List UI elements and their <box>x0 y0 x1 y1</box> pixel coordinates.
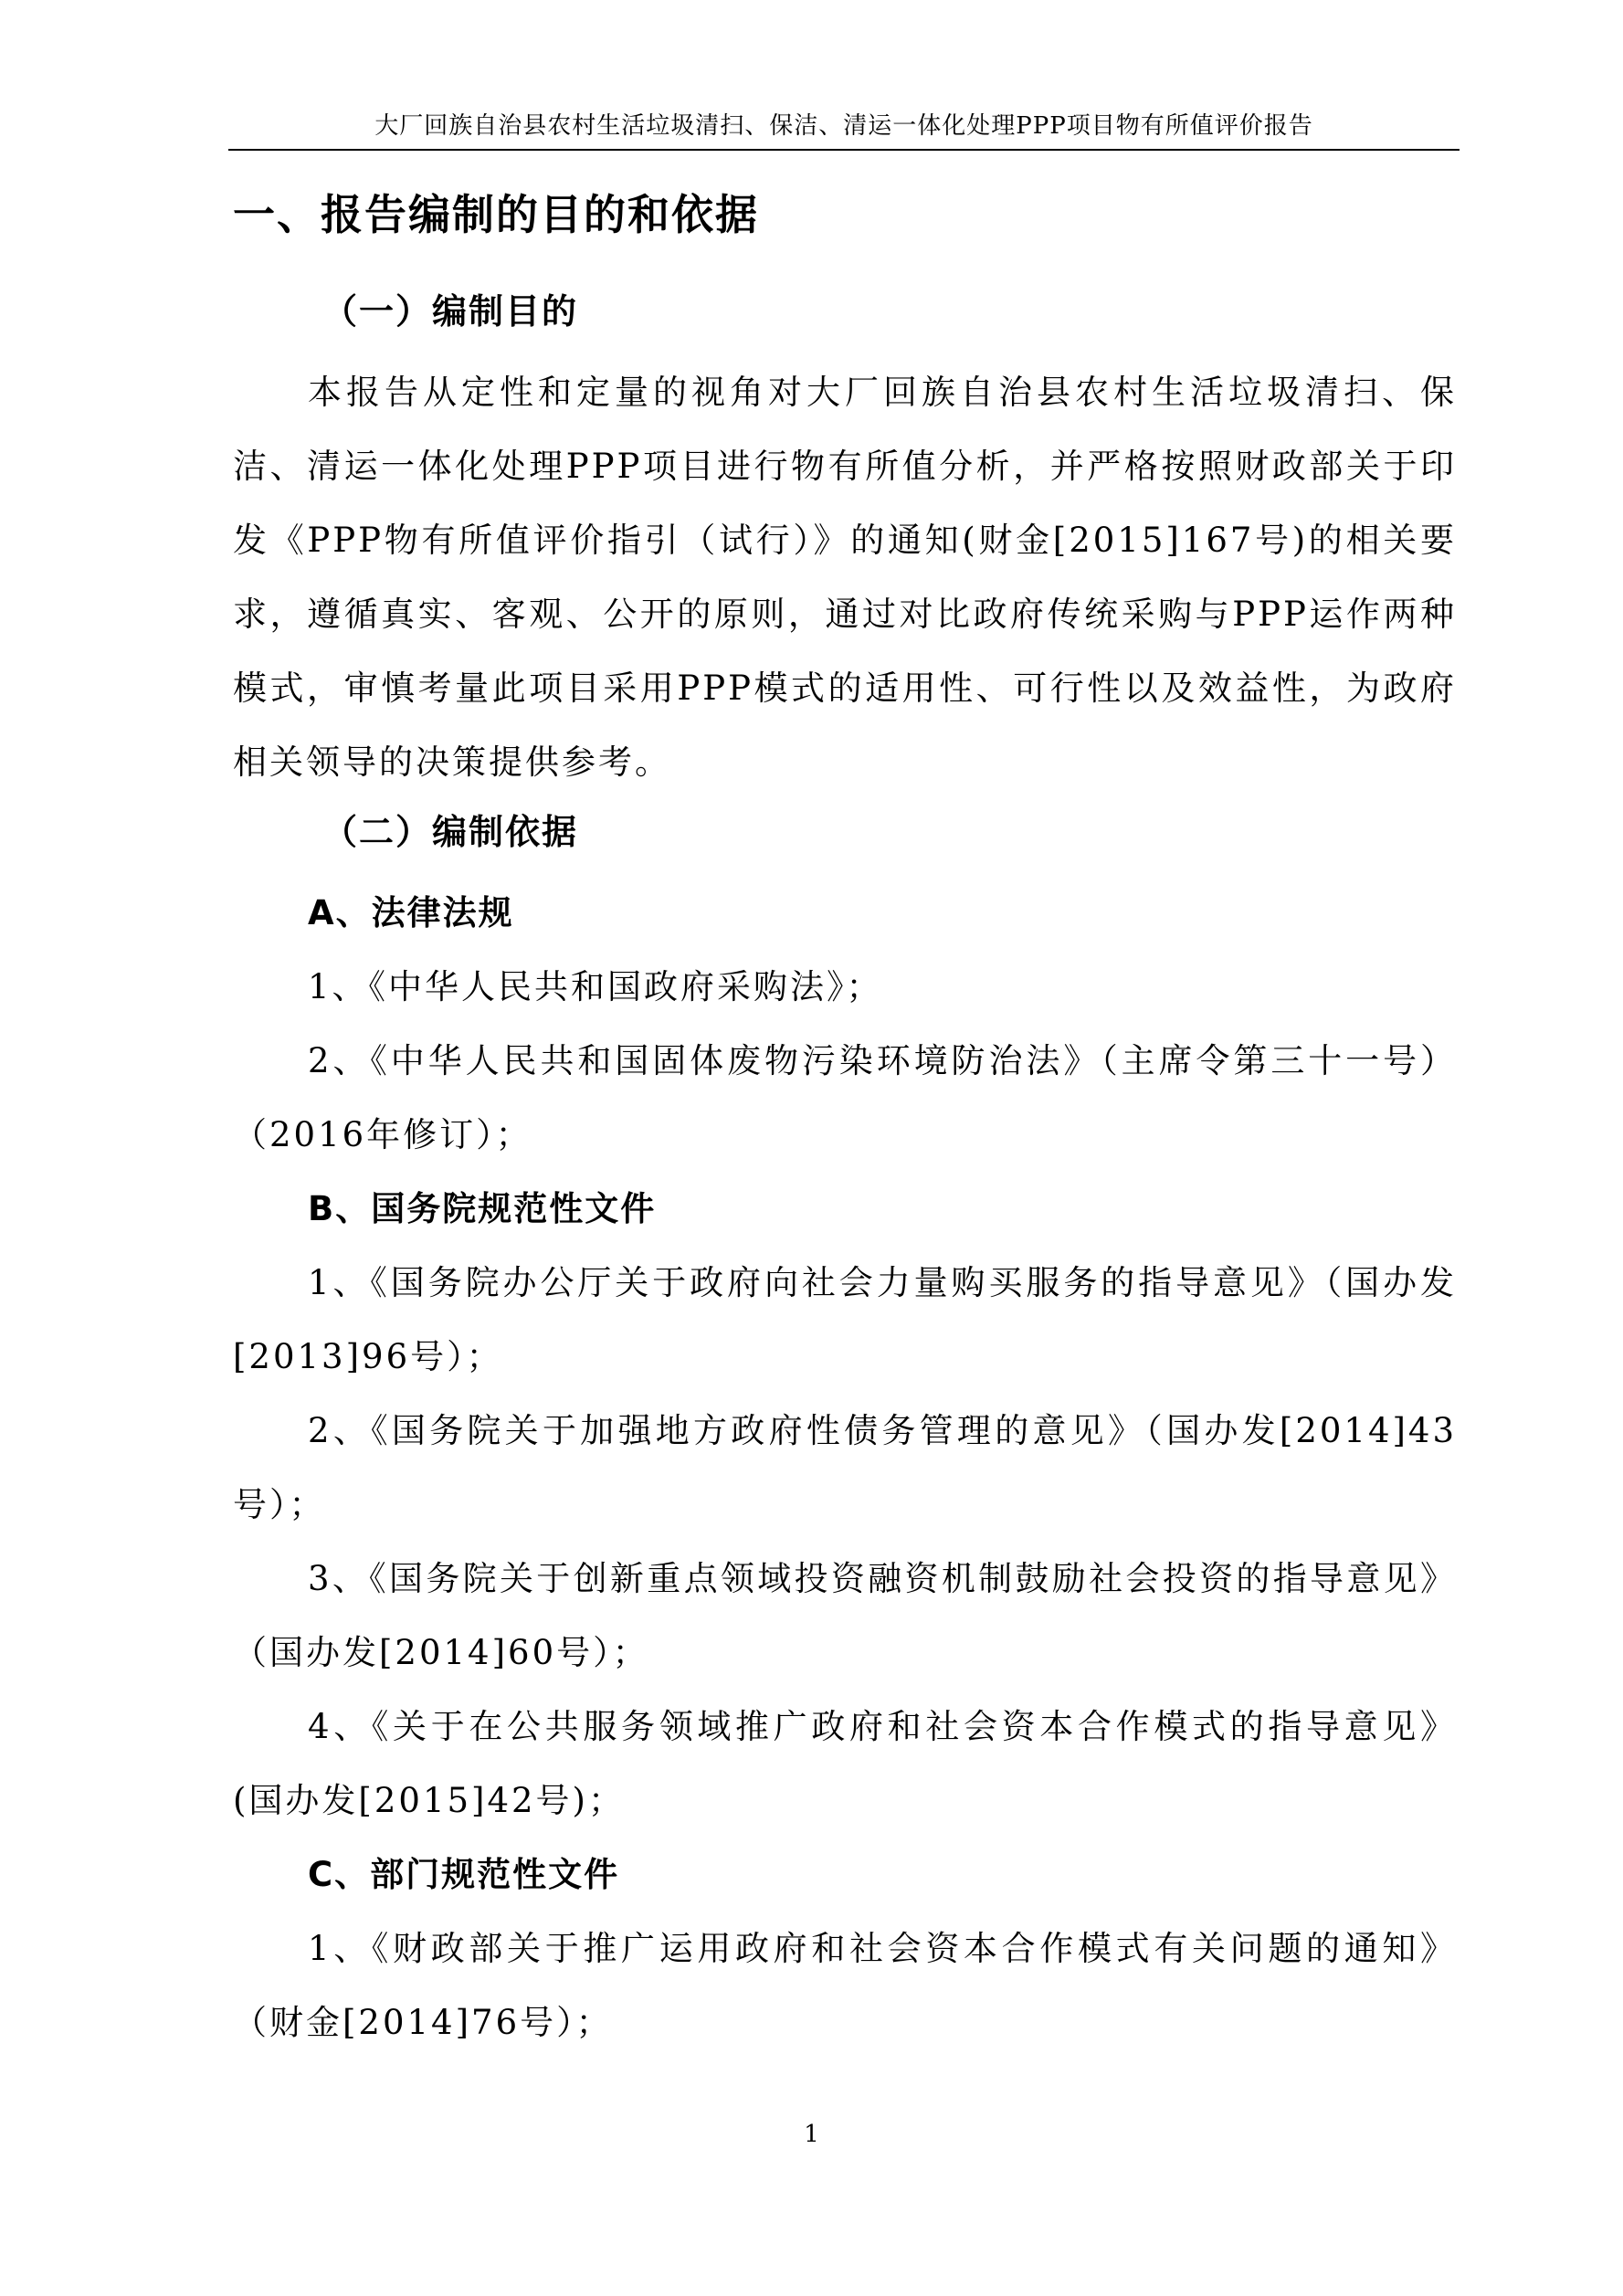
list-item: 1、《国务院办公厅关于政府向社会力量购买服务的指导意见》（国办发[2013]96号）； <box>233 1263 1457 1376</box>
header-divider <box>228 149 1460 151</box>
document-body <box>233 187 1457 2059</box>
running-header: 大厂回族自治县农村生活垃圾清扫、保洁、清运一体化处理PPP项目物有所值评价报告 <box>374 112 1313 140</box>
subsection-title-purpose: （一）编制目的 <box>322 291 579 332</box>
group-title-state-council: B、国务院规范性文件 <box>308 1189 657 1228</box>
group-title-laws: A、法律法规 <box>308 893 514 932</box>
subsection-title-basis: （二）编制依据 <box>322 812 579 852</box>
group-title-departmental: C、部门规范性文件 <box>308 1855 620 1894</box>
list-item: 2、《中华人民共和国固体废物污染环境防治法》（主席令第三十一号）（2016年修订）； <box>233 1041 1457 1154</box>
list-item: 3、《国务院关于创新重点领域投资融资机制鼓励社会投资的指导意见》（国办发[2014]60号）； <box>233 1559 1457 1672</box>
list-item: 1、《中华人民共和国政府采购法》； <box>308 967 883 1006</box>
list-item: 4、《关于在公共服务领域推广政府和社会资本合作模式的指导意见》(国办发[2015]42号)； <box>233 1707 1457 1820</box>
page-number: 1 <box>804 2121 819 2148</box>
list-item: 1、《财政部关于推广运用政府和社会资本合作模式有关问题的通知》（财金[2014]76号）； <box>233 1929 1457 2042</box>
section-title: 一、报告编制的目的和依据 <box>233 190 759 239</box>
list-item: 2、《国务院关于加强地方政府性债务管理的意见》（国办发[2014]43号）； <box>233 1411 1457 1524</box>
purpose-paragraph: 本报告从定性和定量的视角对大厂回族自治县农村生活垃圾清扫、保洁、清运一体化处理PPP项目进行物有所值分析，并严格按照财政部关于印发《PPP物有所值评价指引（试行）》的通知(财金[2015]167号)的相关要求，遵循真实、客观、公开的原则，通过对比政府传统采购与PPP运作两种模式，审慎考量此项目采用PPP模式的适用性、可行性以及效益性，为政府相关领导的决策提供参考。 <box>233 373 1457 782</box>
